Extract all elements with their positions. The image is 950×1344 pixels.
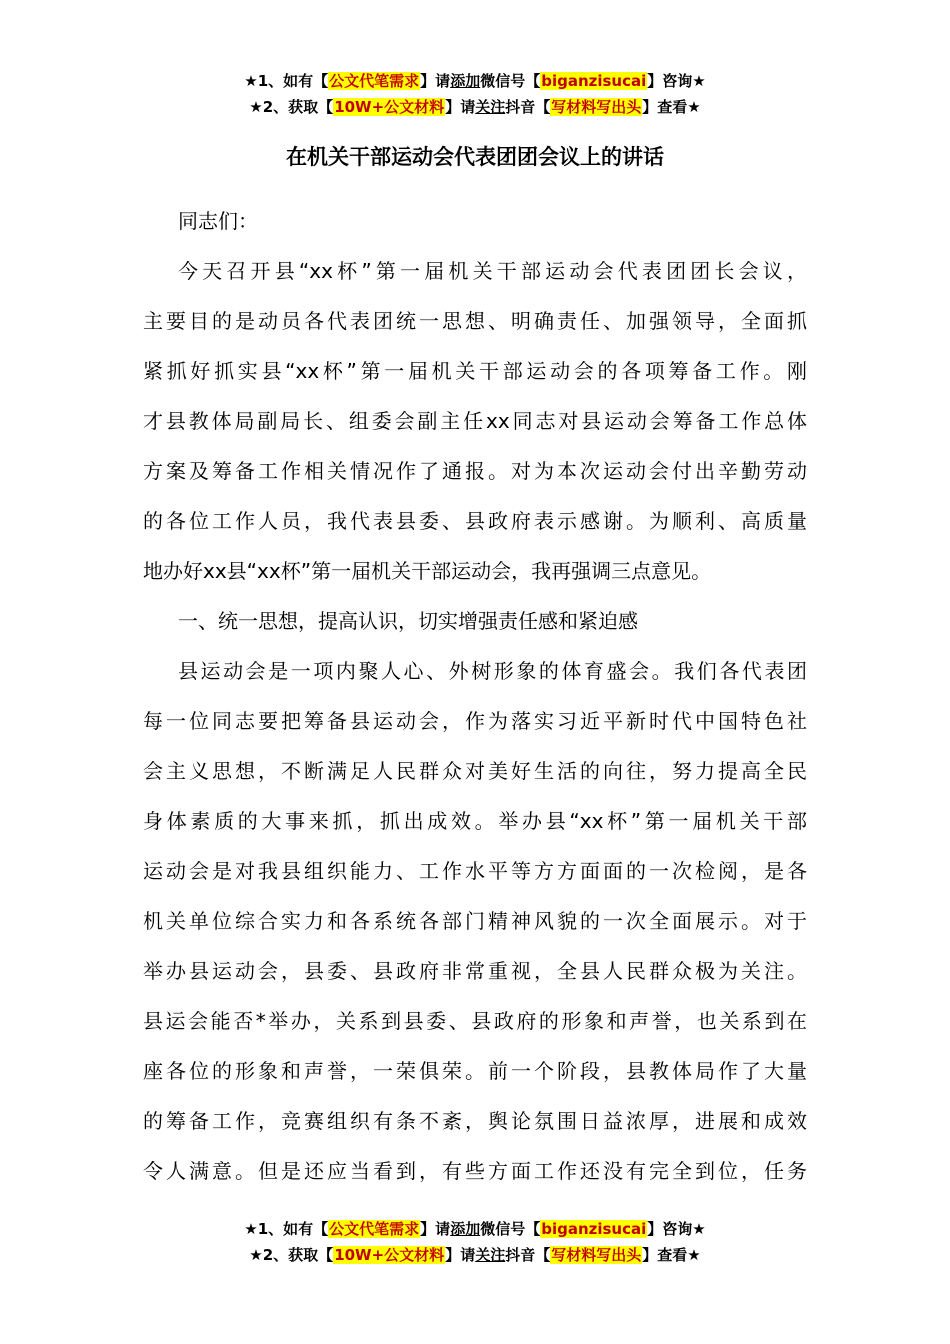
paragraph-line: 的筹备工作，竞赛组织有条不紊，舆论氛围日益浓厚，进展和成效	[143, 1109, 807, 1133]
paragraph-line: 会主义思想，不断满足人民群众对美好生活的向往，努力提高全民	[143, 759, 807, 783]
paragraph-line: 地办好xx县“xx杯”第一届机关干部运动会，我再强调三点意见。	[143, 559, 712, 583]
banner-highlight: 公文代笔需求	[329, 72, 420, 90]
paragraph-line: 运动会是对我县组织能力、工作水平等方方面面的一次检阅，是各	[143, 859, 807, 883]
banner-highlight: 10W+公文材料	[334, 1246, 445, 1264]
banner-line-1	[0, 68, 950, 94]
banner-text: 抖音【	[505, 1246, 551, 1264]
banner-text: 】查看★	[642, 1246, 701, 1264]
paragraph-line: 主要目的是动员各代表团统一思想、明确责任、加强领导，全面抓	[143, 309, 807, 333]
banner-text: 微信号【	[480, 1220, 541, 1238]
footer-banner	[0, 1216, 950, 1268]
banner-text: ★1、如有【	[244, 1220, 329, 1238]
banner-text: 】咨询★	[647, 1220, 706, 1238]
paragraph-line: 县运会能否*举办，关系到县委、县政府的形象和声誉，也关系到在	[143, 1009, 807, 1033]
banner-text: 】请	[445, 1246, 476, 1264]
banner-text: ★2、获取【	[249, 1246, 334, 1264]
banner-highlight: biganzisucai	[541, 1220, 647, 1238]
paragraph-line: 每一位同志要把筹备县运动会，作为落实习近平新时代中国特色社	[143, 709, 807, 733]
banner-text: ★1、如有【	[244, 72, 329, 90]
paragraph-line: 座各位的形象和声誉，一荣俱荣。前一个阶段，县教体局作了大量	[143, 1059, 807, 1083]
banner-text: ★2、获取【	[249, 98, 334, 116]
banner-underline: 添加	[450, 72, 481, 90]
section-heading: 一、统一思想，提高认识，切实增强责任感和紧迫感	[178, 609, 638, 633]
banner-highlight: 写材料写出头	[551, 1246, 642, 1264]
banner-highlight: 公文代笔需求	[329, 1220, 420, 1238]
banner-underline: 关注	[475, 1246, 506, 1264]
banner-text: 】咨询★	[647, 72, 706, 90]
banner-text: 】请	[420, 72, 451, 90]
paragraph-line: 的各位工作人员，我代表县委、县政府表示感谢。为顺利、高质量	[143, 509, 807, 533]
banner-underline: 添加	[450, 1220, 481, 1238]
paragraph-line: 紧抓好抓实县“xx杯”第一届机关干部运动会的各项筹备工作。刚	[143, 359, 807, 383]
banner-highlight: 10W+公文材料	[334, 98, 445, 116]
paragraph-line: 才县教体局副局长、组委会副主任xx同志对县运动会筹备工作总体	[143, 409, 807, 433]
banner-underline: 关注	[475, 98, 506, 116]
document-body	[143, 196, 807, 1196]
banner-text: 】请	[420, 1220, 451, 1238]
banner-text: 】查看★	[642, 98, 701, 116]
banner-text: 抖音【	[505, 98, 551, 116]
paragraph-line: 方案及筹备工作相关情况作了通报。对为本次运动会付出辛勤劳动	[143, 459, 807, 483]
paragraph-line: 举办县运动会，县委、县政府非常重视，全县人民群众极为关注。	[143, 959, 807, 983]
paragraph-line: 令人满意。但是还应当看到，有些方面工作还没有完全到位，任务	[143, 1159, 807, 1183]
document-title: 在机关干部运动会代表团团会议上的讲话	[286, 145, 664, 169]
banner-text: 】请	[445, 98, 476, 116]
banner-highlight: 写材料写出头	[551, 98, 642, 116]
paragraph-line: 今天召开县“xx杯”第一届机关干部运动会代表团团长会议，	[178, 259, 807, 283]
banner-highlight: biganzisucai	[541, 72, 647, 90]
paragraph-line: 身体素质的大事来抓，抓出成效。举办县“xx杯”第一届机关干部	[143, 809, 807, 833]
paragraph-line: 县运动会是一项内聚人心、外树形象的体育盛会。我们各代表团	[178, 659, 807, 683]
banner-line-2	[0, 94, 950, 120]
banner-line-2	[0, 1242, 950, 1268]
salutation: 同志们：	[178, 209, 258, 233]
paragraph-line: 机关单位综合实力和各系统各部门精神风貌的一次全面展示。对于	[143, 909, 807, 933]
banner-line-1	[0, 1216, 950, 1242]
banner-text: 微信号【	[480, 72, 541, 90]
header-banner	[0, 68, 950, 120]
